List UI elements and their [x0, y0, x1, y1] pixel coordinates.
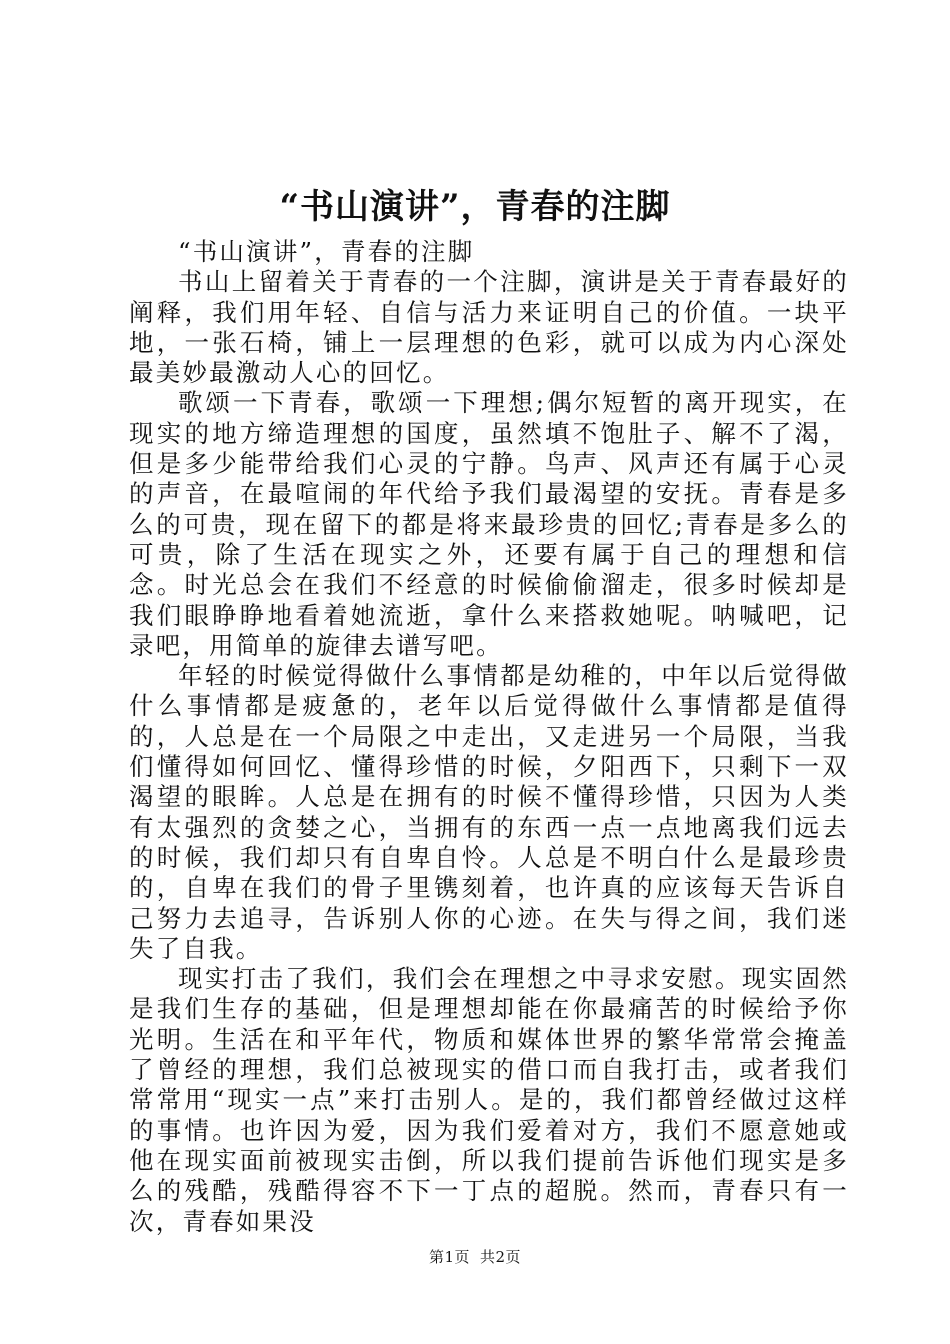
page-number: 第1页: [428, 1248, 470, 1266]
body-paragraph: 年轻的时候觉得做什么事情都是幼稚的，中年以后觉得做什么事情都是疲惫的，老年以后觉得做什么事情都是值得的，人总是在一个局限之中走出，又走进另一个局限，当我们懂得如何回忆、懂得珍惜的时候，夕阳西下，只剩下一双渴望的眼眸。人总是在拥有的时候不懂得珍惜，只因为人类有太强烈的贪婪之心，当拥有的东西一点一点地离我们远去的时候，我们却只有自卑自怜。人总是不明白什么是最珍贵的，自卑在我们的骨子里镌刻着，也许真的应该每天告诉自己努力去追寻，告诉别人你的心迹。在失与得之间，我们迷失了自我。: [129, 661, 849, 963]
subtitle-paragraph: “书山演讲”，青春的注脚: [178, 237, 475, 266]
body-paragraph: 书山上留着关于青春的一个注脚，演讲是关于青春最好的阐释，我们用年轻、自信与活力来证明自己的价值。一块平地，一张石椅，铺上一层理想的色彩，就可以成为内心深处最美妙最激动人心的回忆。: [129, 267, 849, 388]
body-paragraph: 现实打击了我们，我们会在理想之中寻求安慰。现实固然是我们生存的基础，但是理想却能在你最痛苦的时候给予你光明。生活在和平年代，物质和媒体世界的繁华常常会掩盖了曾经的理想，我们总被现实的借口而自我打击，或者我们常常用“现实一点”来打击别人。是的，我们都曾经做过这样的事情。也许因为爱，因为我们爱着对方，我们不愿意她或他在现实面前被现实击倒，所以我们提前告诉他们现实是多么的残酷，残酷得容不下一丁点的超脱。然而，青春只有一次，青春如果没: [129, 964, 849, 1236]
document-title: “书山演讲”，青春的注脚: [279, 187, 671, 227]
document-body: [129, 237, 849, 1237]
body-paragraph: 歌颂一下青春，歌颂一下理想;偶尔短暂的离开现实，在现实的地方缔造理想的国度，虽然填不饱肚子、解不了渴，但是多少能带给我们心灵的宁静。鸟声、风声还有属于心灵的声音，在最喧闹的年代给予我们最渴望的安抚。青春是多么的可贵，现在留下的都是将来最珍贵的回忆;青春是多么的可贵，除了生活在现实之外，还要有属于自己的理想和信念。时光总会在我们不经意的时候偷偷溜走，很多时候却是我们眼睁睁地看着她流逝，拿什么来搭救她呢。呐喊吧，记录吧，用简单的旋律去谱写吧。: [129, 388, 849, 660]
page-footer: [0, 1247, 950, 1267]
page-total: 共2页: [480, 1248, 522, 1266]
